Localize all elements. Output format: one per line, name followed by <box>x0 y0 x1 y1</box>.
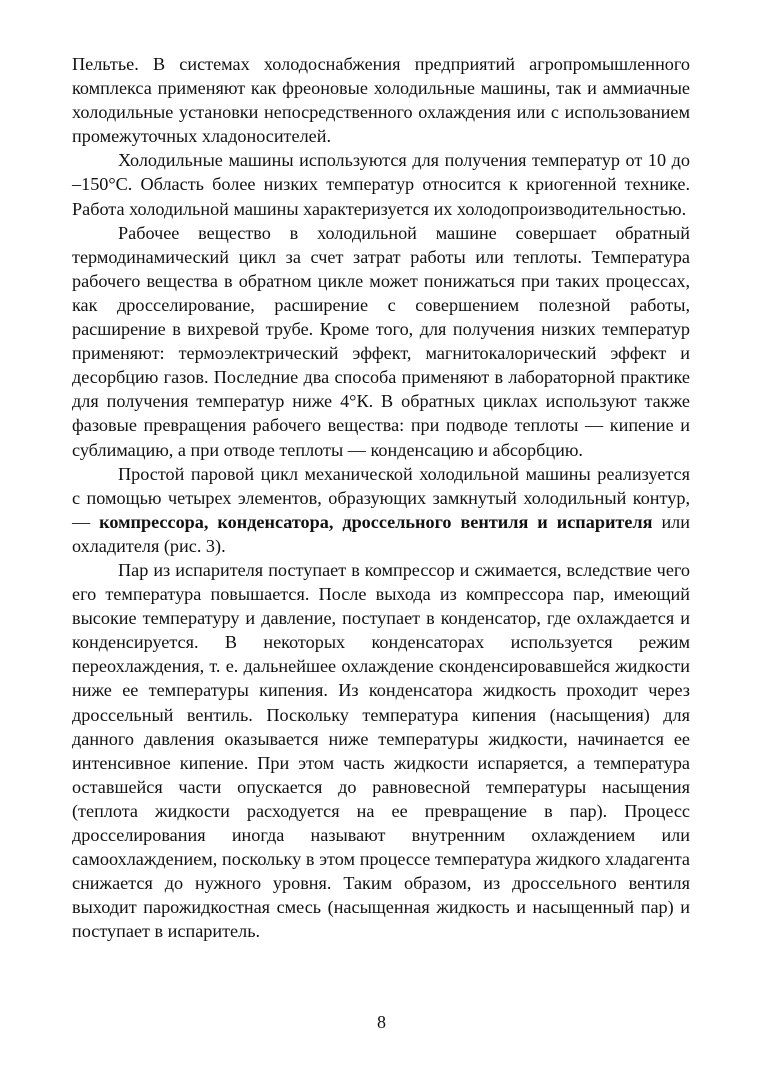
paragraph-3: Рабочее вещество в холодильной машине совершает обратный термодинамический цикл за счет затрат работы или теплоты. Температура рабочего вещества в обратном цикле может понижаться при таких процессах, как дросселирование, расширение с совершением полезной работы, расширение в вихревой трубе. Кроме того, для получения низких температур применяют: термоэлектрический эффект, магнитокалорический эффект и десорбцию газов. Последние два способа применяют в лабораторной практике для получения температур ниже 4°К. В обратных циклах используют также фазовые превращения рабочего вещества: при подводе теплоты — кипение и сублимацию, а при отводе теплоты — конденсацию и абсорбцию. <box>72 222 690 460</box>
paragraph-4-text: Простой паровой цикл механической холодильной машины реализуется с помощью четырех элементов, образующих замкнутый холодильный контур, — <box>72 463 690 532</box>
paragraph-4 <box>72 462 690 558</box>
paragraph-1: Пельтье. В системах холодоснабжения предприятий агропромышленного комплекса применяют как фреоновые холодильные машины, так и аммиачные холодильные установки непосредственного охлаждения или с использованием промежуточных хладоносителей. <box>72 54 690 147</box>
paragraph-4-bold-term: компрессора, конденсатора, дроссельного вентиля и испарителя <box>99 511 653 532</box>
paragraph-4-text-end: или охладителя (рис. 3). <box>72 511 690 556</box>
page-body <box>72 52 690 943</box>
paragraph-2: Холодильные машины используются для получения температур от 10 до –150°С. Область более низких температур относится к криогенной технике. Работа холодильной машины характеризуется их холодопроизводительностью. <box>72 150 690 219</box>
paragraph-5: Пар из испарителя поступает в компрессор и сжимается, вследствие чего его температура повышается. После выхода из компрессора пар, имеющий высокие температуру и давление, поступает в конденсатор, где охлаждается и конденсируется. В некоторых конденсаторах используется режим переохлаждения, т. е. дальнейшее охлаждение сконденсировавшейся жидкости ниже ее температуры кипения. Из конденсатора жидкость проходит через дроссельный вентиль. Поскольку температура кипения (насыщения) для данного давления оказывается ниже температуры жидкости, начинается ее интенсивное кипение. При этом часть жидкости испаряется, а температура оставшейся части опускается до равновесной температуры насыщения (теплота жидкости расходуется на ее превращение в пар). Процесс дросселирования иногда называют внутренним охлаждением или самоохлаждением, поскольку в этом процессе температура жидкого хладагента снижается до нужного уровня. Таким образом, из дроссельного вентиля выходит парожидкостная смесь (насыщенная жидкость и насыщенный пар) и поступает в испаритель. <box>72 559 690 942</box>
page-number: 8 <box>377 1012 386 1032</box>
